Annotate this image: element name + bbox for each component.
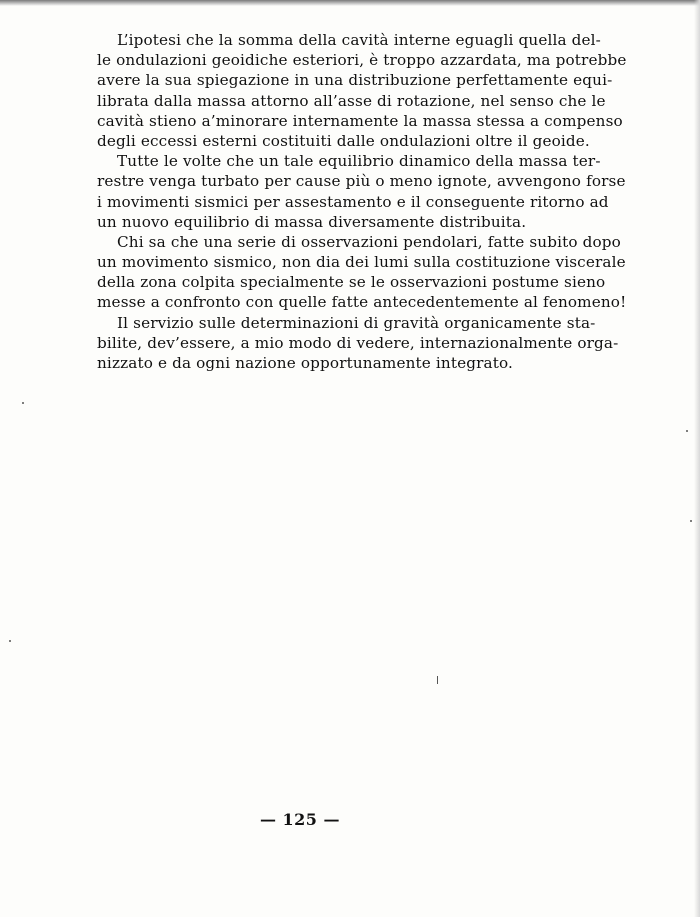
scan-edge-right bbox=[694, 0, 700, 917]
text-line: della zona colpita specialmente se le osservazioni postume sieno bbox=[97, 273, 606, 292]
text-line: avere la sua spiegazione in una distribuzione perfettamente equi- bbox=[97, 71, 613, 90]
text-line: restre venga turbato per cause più o meno ignote, avvengono forse bbox=[97, 172, 626, 191]
text-line: le ondulazioni geoidiche esteriori, è troppo azzardata, ma potrebbe bbox=[97, 51, 627, 70]
page-number: — 125 — bbox=[259, 810, 341, 829]
text-line: degli eccessi esterni costituiti dalle ondulazioni oltre il geoide. bbox=[97, 131, 590, 150]
text-line: Chi sa che una serie di osservazioni pendolari, fatte subito dopo bbox=[117, 232, 621, 251]
text-line: nizzato e da ogni nazione opportunamente integrato. bbox=[97, 354, 513, 372]
text-line: messe a confronto con quelle fatte antecedentemente al fenomeno! bbox=[97, 293, 627, 312]
scan-speck bbox=[9, 640, 11, 642]
scan-speck bbox=[22, 402, 24, 404]
text-line: librata dalla massa attorno all’asse di rotazione, nel senso che le bbox=[97, 91, 606, 110]
text-line: cavità stieno a’minorare internamente la massa stessa a compenso bbox=[97, 111, 623, 130]
text-line: un movimento sismico, non dia dei lumi sulla costituzione viscerale bbox=[97, 253, 626, 272]
text-line: bilite, dev’essere, a mio modo di vedere, internazionalmente orga- bbox=[97, 333, 619, 352]
body-text bbox=[97, 30, 627, 373]
scan-speck bbox=[437, 676, 438, 684]
text-line: Il servizio sulle determinazioni di gravità organicamente sta- bbox=[117, 313, 596, 332]
text-line: Tutte le volte che un tale equilibrio dinamico della massa ter- bbox=[117, 152, 601, 171]
text-line: un nuovo equilibrio di massa diversamente distribuita. bbox=[97, 212, 527, 231]
text-line: i movimenti sismici per assestamento e il conseguente ritorno ad bbox=[97, 192, 609, 211]
scan-speck bbox=[690, 520, 692, 522]
scan-speck bbox=[686, 430, 688, 432]
text-line: L’ipotesi che la somma della cavità interne eguagli quella del- bbox=[117, 31, 601, 49]
scan-edge-top bbox=[0, 0, 700, 6]
